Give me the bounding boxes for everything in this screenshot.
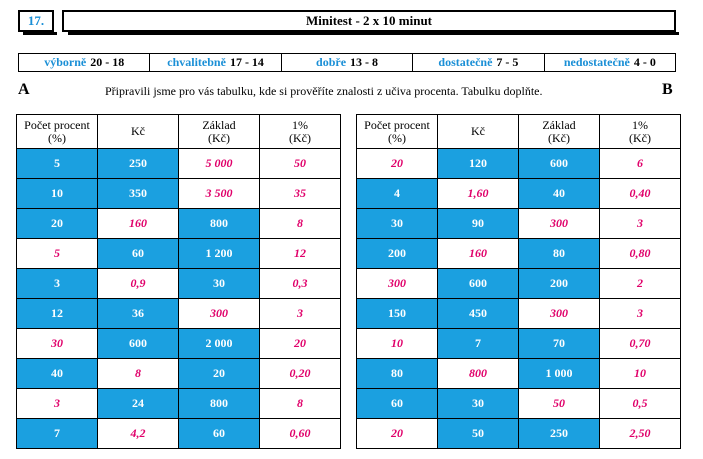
given-value-cell: 600 [519, 149, 600, 179]
col-header-base: Základ (Kč) [519, 115, 600, 149]
table-row [17, 299, 341, 329]
given-value-cell: 800 [179, 389, 260, 419]
table-row [17, 179, 341, 209]
table-row [357, 329, 681, 359]
answer-value-cell: 8 [98, 359, 179, 389]
grade-range: 13 - 8 [350, 55, 379, 69]
answer-value-cell: 300 [357, 269, 438, 299]
answer-value-cell: 3 [260, 299, 341, 329]
answer-value-cell: 8 [260, 389, 341, 419]
grade-name: dostatečně [438, 55, 493, 69]
given-value-cell: 20 [17, 209, 98, 239]
given-value-cell: 36 [98, 299, 179, 329]
section-a-label: A [18, 81, 30, 98]
table-row [357, 299, 681, 329]
answer-value-cell: 800 [438, 359, 519, 389]
grade-range: 17 - 14 [229, 55, 264, 69]
given-value-cell: 250 [98, 149, 179, 179]
answer-value-cell: 0,20 [260, 359, 341, 389]
answer-value-cell: 35 [260, 179, 341, 209]
given-value-cell: 200 [519, 269, 600, 299]
col-header-base: Základ (Kč) [179, 115, 260, 149]
given-value-cell: 60 [179, 419, 260, 449]
given-value-cell: 200 [357, 239, 438, 269]
answer-value-cell: 0,5 [600, 389, 681, 419]
table-row [17, 329, 341, 359]
col-header-percent: Počet procent (%) [357, 115, 438, 149]
grade-range: 4 - 0 [633, 55, 656, 69]
answer-value-cell: 300 [519, 299, 600, 329]
given-value-cell: 800 [179, 209, 260, 239]
given-value-cell: 250 [519, 419, 600, 449]
answer-value-cell: 160 [98, 209, 179, 239]
col-header-one-percent: 1% (Kč) [600, 115, 681, 149]
answer-value-cell: 20 [357, 149, 438, 179]
given-value-cell: 40 [519, 179, 600, 209]
answer-value-cell: 0,3 [260, 269, 341, 299]
table-header-row [17, 115, 341, 149]
given-value-cell: 5 [17, 149, 98, 179]
given-value-cell: 80 [519, 239, 600, 269]
given-value-cell: 2 000 [179, 329, 260, 359]
answer-value-cell: 300 [519, 209, 600, 239]
table-row [357, 359, 681, 389]
table-row [17, 419, 341, 449]
grade-sufficient [413, 54, 544, 71]
col-header-one-percent: 1% (Kč) [260, 115, 341, 149]
grade-range: 20 - 18 [90, 55, 125, 69]
col-header-amount: Kč [438, 115, 519, 149]
grade-excellent [19, 54, 150, 71]
answer-value-cell: 4,2 [98, 419, 179, 449]
col-header-percent: Počet procent (%) [17, 115, 98, 149]
answer-value-cell: 2,50 [600, 419, 681, 449]
given-value-cell: 80 [357, 359, 438, 389]
answer-value-cell: 8 [260, 209, 341, 239]
table-row [357, 269, 681, 299]
given-value-cell: 20 [179, 359, 260, 389]
table-a [16, 114, 341, 449]
grade-range: 7 - 5 [496, 55, 519, 69]
table-row [17, 389, 341, 419]
given-value-cell: 50 [438, 419, 519, 449]
given-value-cell: 120 [438, 149, 519, 179]
given-value-cell: 350 [98, 179, 179, 209]
table-row [357, 209, 681, 239]
table-row [17, 149, 341, 179]
given-value-cell: 30 [357, 209, 438, 239]
table-row [357, 389, 681, 419]
given-value-cell: 1 200 [179, 239, 260, 269]
section-b-label: B [662, 81, 673, 98]
table-b [356, 114, 681, 449]
given-value-cell: 600 [98, 329, 179, 359]
answer-value-cell: 0,70 [600, 329, 681, 359]
grade-name: dobře [316, 55, 347, 69]
answer-value-cell: 6 [600, 149, 681, 179]
header [18, 10, 678, 36]
table-row [357, 239, 681, 269]
grade-name: chvalitebně [167, 55, 226, 69]
answer-value-cell: 160 [438, 239, 519, 269]
answer-value-cell: 12 [260, 239, 341, 269]
grade-insufficient [545, 54, 675, 71]
answer-value-cell: 0,40 [600, 179, 681, 209]
given-value-cell: 7 [438, 329, 519, 359]
answer-value-cell: 5 [17, 239, 98, 269]
answer-value-cell: 3 [600, 299, 681, 329]
answer-value-cell: 3 500 [179, 179, 260, 209]
given-value-cell: 7 [17, 419, 98, 449]
page-title: Minitest - 2 x 10 minut [62, 10, 676, 32]
table-row [17, 359, 341, 389]
table-row [357, 419, 681, 449]
answer-value-cell: 0,60 [260, 419, 341, 449]
answer-value-cell: 10 [357, 329, 438, 359]
grade-name: výborně [44, 55, 87, 69]
table-header-row [357, 115, 681, 149]
given-value-cell: 4 [357, 179, 438, 209]
answer-value-cell: 0,9 [98, 269, 179, 299]
grade-very-good [150, 54, 281, 71]
given-value-cell: 3 [17, 269, 98, 299]
given-value-cell: 12 [17, 299, 98, 329]
exercise-number: 17. [18, 10, 54, 32]
given-value-cell: 60 [98, 239, 179, 269]
given-value-cell: 150 [357, 299, 438, 329]
answer-value-cell: 1,60 [438, 179, 519, 209]
given-value-cell: 40 [17, 359, 98, 389]
answer-value-cell: 0,80 [600, 239, 681, 269]
answer-value-cell: 50 [260, 149, 341, 179]
answer-value-cell: 3 [17, 389, 98, 419]
answer-value-cell: 10 [600, 359, 681, 389]
answer-value-cell: 2 [600, 269, 681, 299]
answer-value-cell: 5 000 [179, 149, 260, 179]
instructions: Připravili jsme pro vás tabulku, kde si prověříte znalosti z učiva procenta. Tabulku doplňte. [105, 84, 543, 98]
table-row [17, 209, 341, 239]
grade-name: nedostatečně [563, 55, 630, 69]
given-value-cell: 10 [17, 179, 98, 209]
given-value-cell: 60 [357, 389, 438, 419]
given-value-cell: 450 [438, 299, 519, 329]
answer-value-cell: 50 [519, 389, 600, 419]
table-row [17, 269, 341, 299]
given-value-cell: 600 [438, 269, 519, 299]
given-value-cell: 30 [438, 389, 519, 419]
table-row [357, 149, 681, 179]
col-header-amount: Kč [98, 115, 179, 149]
given-value-cell: 30 [179, 269, 260, 299]
given-value-cell: 1 000 [519, 359, 600, 389]
table-row [357, 179, 681, 209]
answer-value-cell: 300 [179, 299, 260, 329]
answer-value-cell: 20 [357, 419, 438, 449]
table-row [17, 239, 341, 269]
given-value-cell: 90 [438, 209, 519, 239]
given-value-cell: 24 [98, 389, 179, 419]
grade-good [282, 54, 413, 71]
grading-scale [18, 53, 676, 72]
answer-value-cell: 20 [260, 329, 341, 359]
answer-value-cell: 3 [600, 209, 681, 239]
given-value-cell: 70 [519, 329, 600, 359]
answer-value-cell: 30 [17, 329, 98, 359]
